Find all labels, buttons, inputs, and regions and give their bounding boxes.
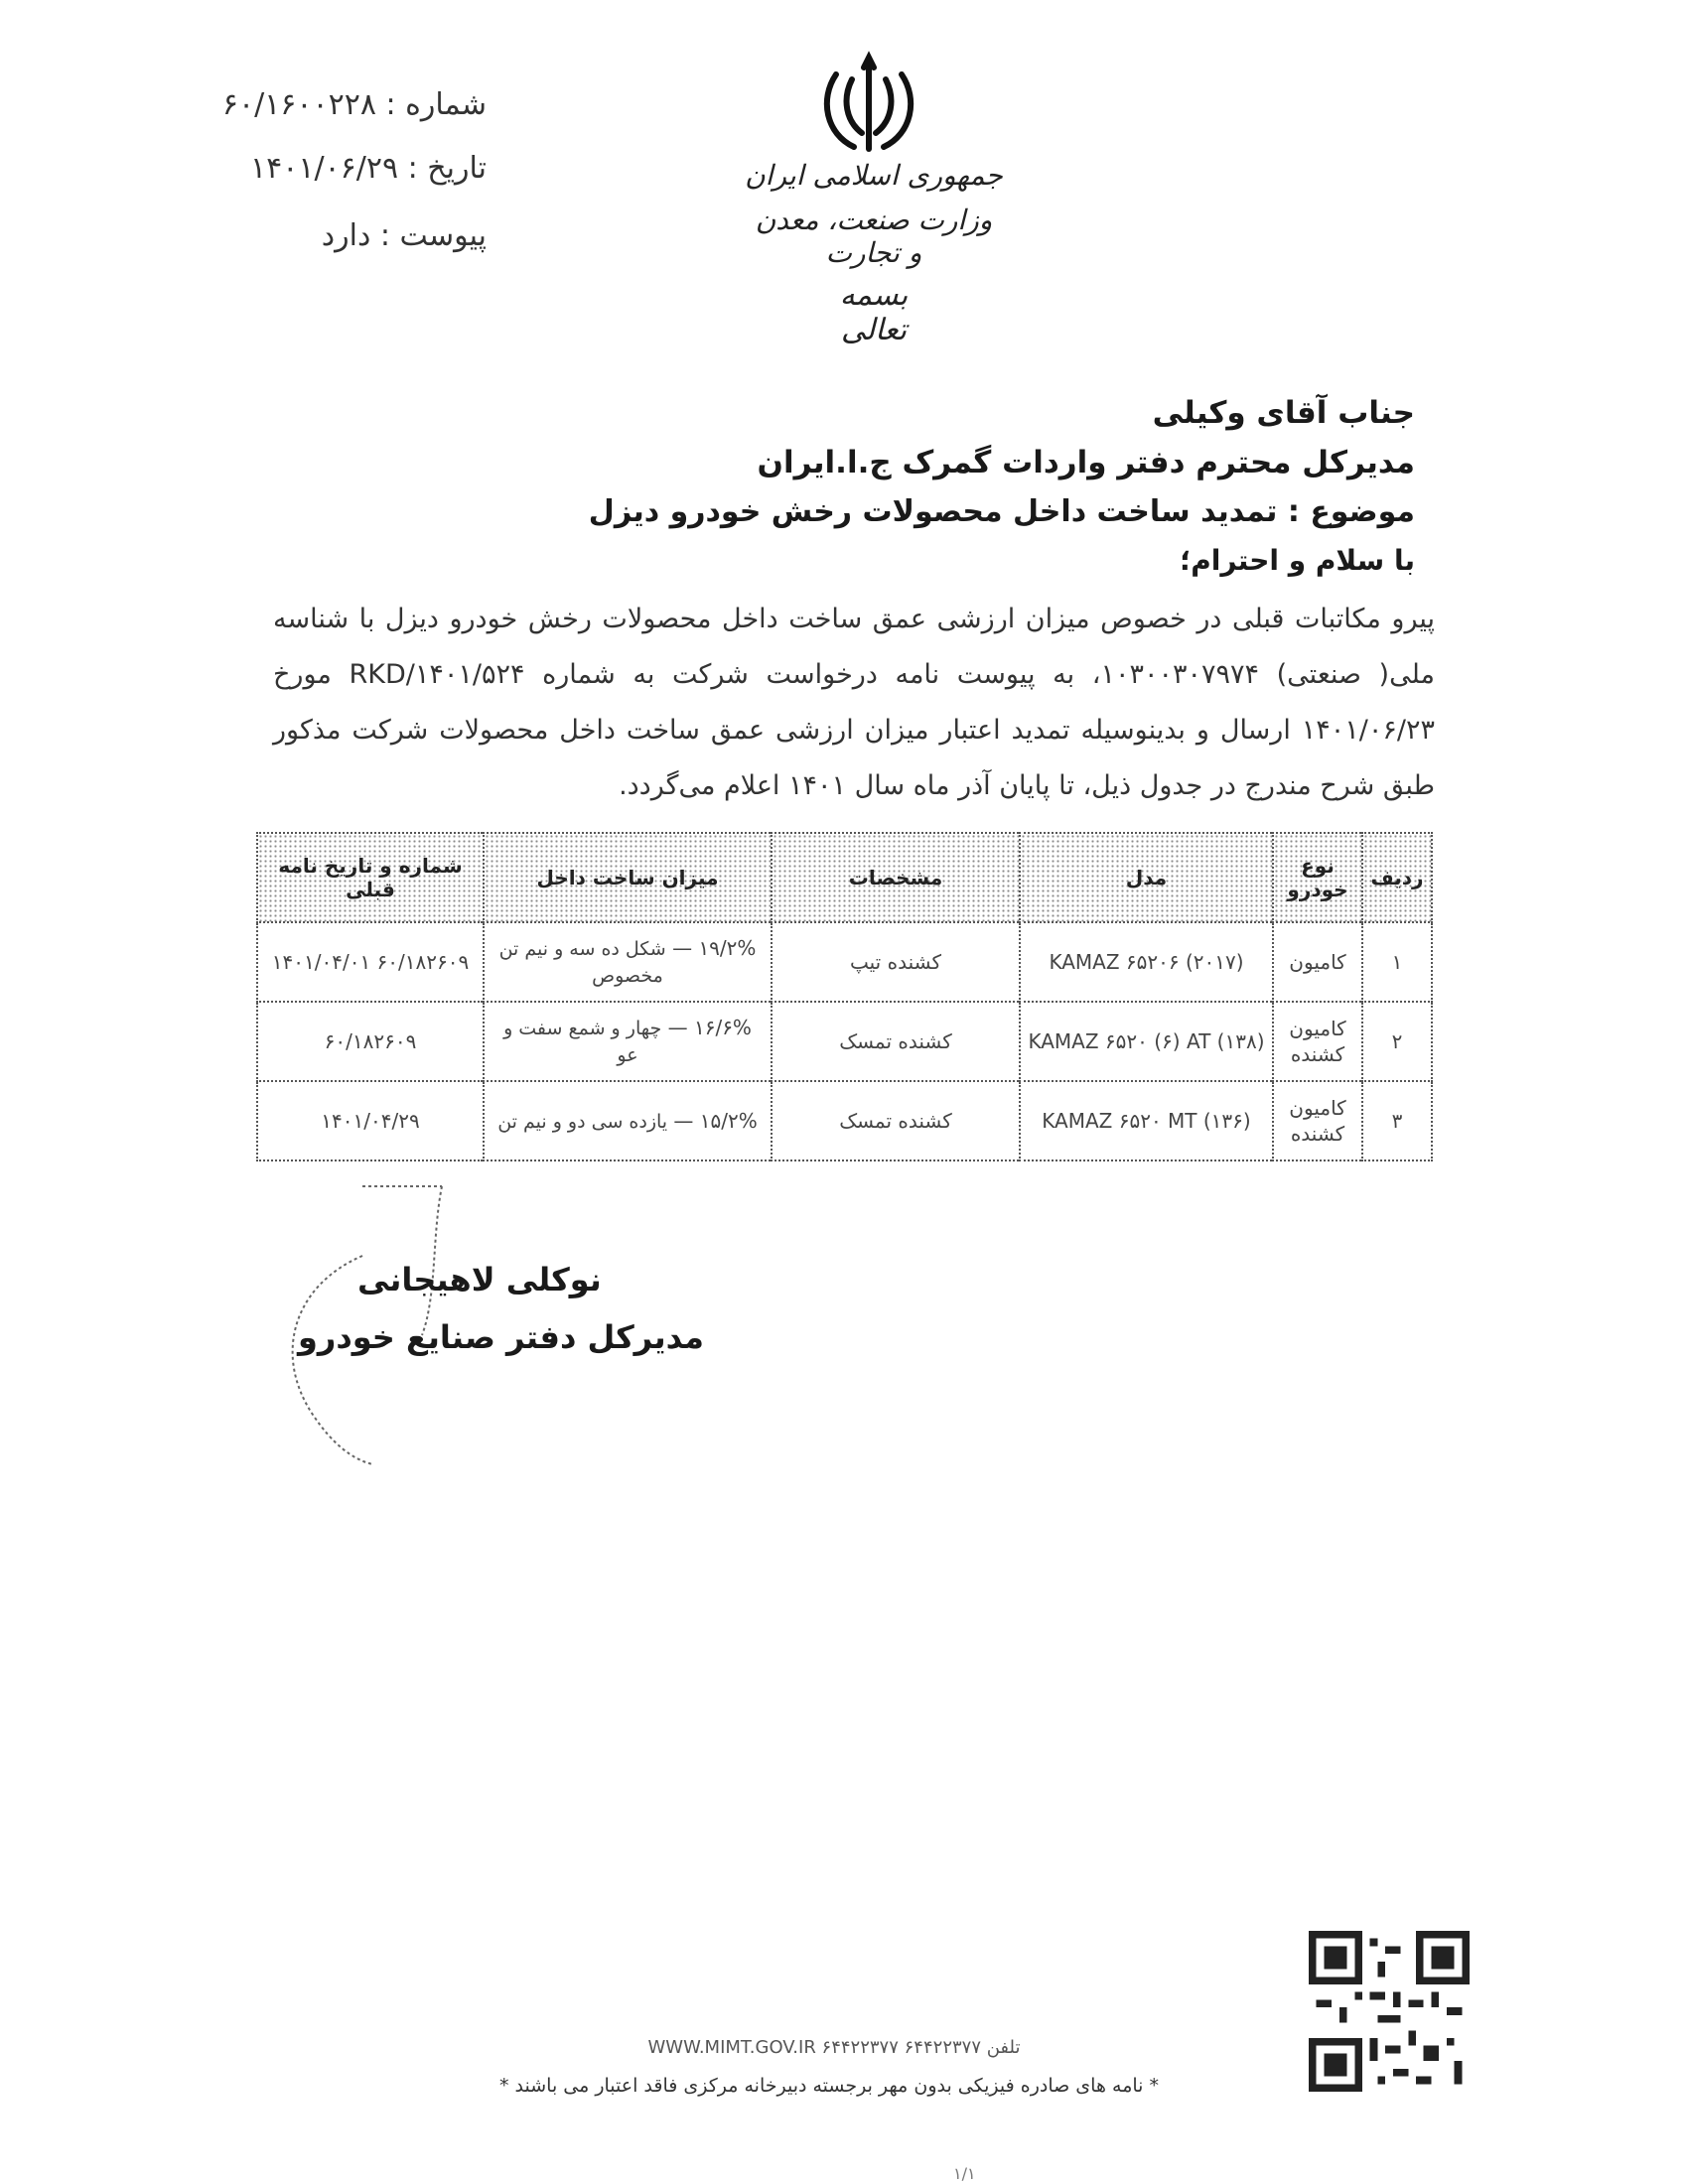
government-name: جمهوری اسلامی ایران [745, 159, 1003, 192]
cell-row-no: ۱ [1362, 922, 1432, 1002]
col-header-spec: مشخصات [772, 833, 1020, 922]
col-header-row-no: ردیف [1362, 833, 1432, 922]
table-row [257, 1002, 1432, 1081]
page-number: ۱/۱ [953, 2164, 976, 2183]
table-row [257, 922, 1432, 1002]
cell-model: KAMAZ ۶۵۲۰ (۶) AT (۱۳۸) [1020, 1002, 1273, 1081]
cell-pct: ۱۶/۶% [693, 1016, 752, 1039]
cell-prev-letter: ۶۰/۱۸۲۶۰۹ ۱۴۰۱/۰۴/۰۱ [257, 922, 484, 1002]
table-row [257, 1081, 1432, 1160]
letter-date: تاریخ : ۱۴۰۱/۰۶/۲۹ [250, 151, 487, 186]
cell-pct: ۱۹/۲% [698, 936, 757, 960]
invocation: بسمه تعالی [839, 278, 909, 347]
cell-spec: کشنده تمسک [772, 1081, 1020, 1160]
greeting: با سلام و احترام؛ [1180, 544, 1415, 577]
col-header-model: مدل [1020, 833, 1273, 922]
col-header-local-content: میزان ساخت داخل [484, 833, 772, 922]
cell-prev-letter: ۶۰/۱۸۲۶۰۹ [257, 1002, 484, 1081]
cell-type: کامیون کشنده [1273, 1081, 1362, 1160]
col-header-type: نوع خودرو [1273, 833, 1362, 922]
letter-number: شماره : ۶۰/۱۶۰۰۲۲۸ [221, 87, 487, 122]
table-header-row [257, 833, 1432, 922]
col-header-prev-letter: شماره و تاریخ نامه قبلی [257, 833, 484, 922]
cell-desc: یازده سی دو و نیم تن [497, 1110, 668, 1133]
cell-local-content: ۱۹/۲% — شکل ده سه و نیم تن مخصوص [484, 922, 772, 1002]
ministry-name: وزارت صنعت، معدن و تجارت [755, 204, 993, 269]
qr-code-icon [1309, 1931, 1470, 2092]
iran-emblem-icon [814, 50, 923, 159]
footer-notice: * نامه های صادره فیزیکی بدون مهر برجسته دبیرخانه مرکزی فاقد اعتبار می باشند * [498, 2075, 1160, 2097]
addressee-title: مدیرکل محترم دفتر واردات گمرک ج.ا.ایران [757, 445, 1415, 480]
letter-subject: موضوع : تمدید ساخت داخل محصولات رخش خودرو دیزل [588, 494, 1415, 529]
letter-body: پیرو مکاتبات قبلی در خصوص میزان ارزشی عمق ساخت داخل محصولات رخش خودرو دیزل با شناسه ملی( صنعتی) ۱۰۳۰۰۳۰۷۹۷۴، به پیوست نامه درخواست شرکت به شماره RKD/۱۴۰۱/۵۲۴ مورخ ۱۴۰۱/۰۶/۲۳ ارسال و بدینوسیله تمدید اعتبار میزان ارزشی عمق ساخت داخل محصولات شرکت مذکور طبق شرح مندرج در جدول ذیل، تا پایان آذر ماه سال ۱۴۰۱ اعلام می‌گردد. [273, 604, 1435, 801]
cell-row-no: ۳ [1362, 1081, 1432, 1160]
cell-model: KAMAZ ۶۵۲۰۶ (۲۰۱۷) [1020, 922, 1273, 1002]
cell-row-no: ۲ [1362, 1002, 1432, 1081]
cell-spec: کشنده تمسک [772, 1002, 1020, 1081]
addressee-name: جناب آقای وکیلی [1152, 395, 1415, 431]
signatory-name: نوکلی لاهیجانی [357, 1261, 602, 1298]
cell-model: KAMAZ ۶۵۲۰ MT (۱۳۶) [1020, 1081, 1273, 1160]
cell-desc: شکل ده سه و نیم تن مخصوص [498, 938, 666, 987]
cell-local-content: ۱۶/۶% — چهار و شمع سفت و عو [484, 1002, 772, 1081]
cell-type: کامیون کشنده [1273, 1002, 1362, 1081]
products-table [256, 832, 1433, 1161]
letter-attachment: پیوست : دارد [321, 218, 487, 253]
footer-contact: تلفن ۶۴۴۲۲۳۷۷ WWW.MIMT.GOV.IR ۶۴۴۲۲۳۷۷ [647, 2037, 1021, 2058]
cell-prev-letter: ۱۴۰۱/۰۴/۲۹ [257, 1081, 484, 1160]
signatory-title: مدیرکل دفتر صنایع خودرو [298, 1318, 704, 1356]
cell-pct: ۱۵/۲% [699, 1108, 758, 1133]
cell-spec: کشنده تیپ [772, 922, 1020, 1002]
cell-local-content: ۱۵/۲% — یازده سی دو و نیم تن [484, 1081, 772, 1160]
cell-desc: چهار و شمع سفت و عو [503, 1018, 662, 1066]
cell-type: کامیون [1273, 922, 1362, 1002]
